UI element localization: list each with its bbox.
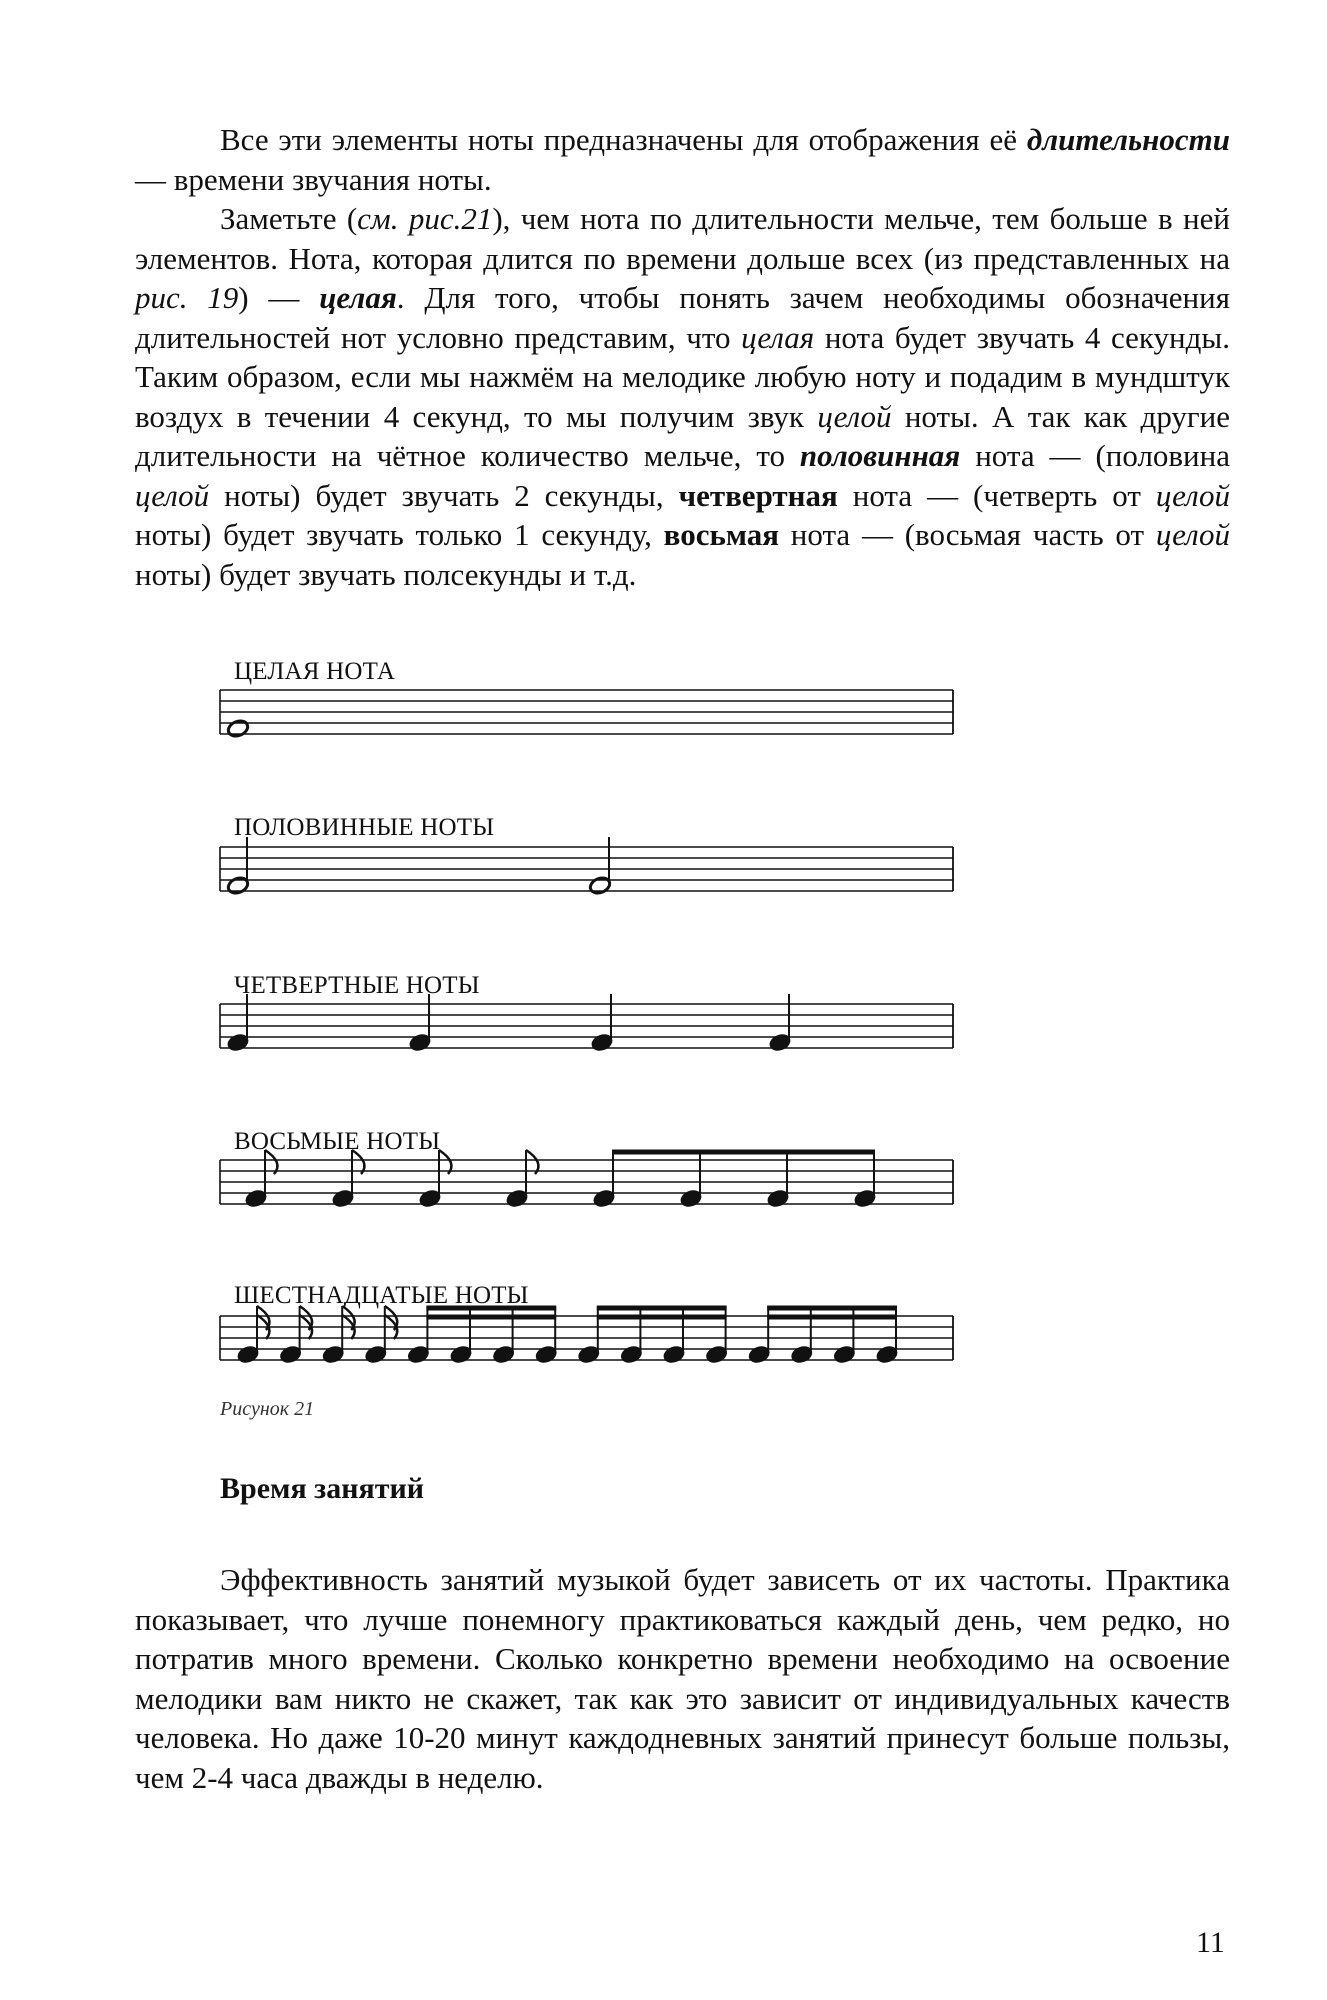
emphasis: целая [741, 319, 815, 355]
text-run: ноты) будет звучать 2 секунды, [209, 477, 679, 513]
term-half: половинная [799, 438, 961, 473]
note-head [226, 718, 250, 738]
text-run: Заметьте ( [220, 201, 358, 236]
page-number: 11 [1196, 1926, 1225, 1959]
section-text [135, 1560, 1230, 1797]
text-run: ноты) будет звучать полсекунды и т.д. [135, 556, 637, 592]
term-eighth: восьмая [663, 517, 780, 552]
emphasis: целой [1155, 517, 1230, 552]
text-run: — времени звучания ноты. [135, 161, 492, 197]
staff-title-half: ПОЛОВИННЫЕ НОТЫ [234, 814, 495, 841]
figure-reference: рис. 19 [135, 280, 239, 315]
term-whole: целая [319, 280, 397, 315]
text-run: Все эти элементы ноты предназначены для отображения её [220, 122, 1027, 157]
text-run: ноты) будет звучать только 1 секунду, [135, 517, 664, 552]
staff-title-eighth: ВОСЬМЫЕ НОТЫ [234, 1128, 441, 1155]
text-run: нота будет звучать 4 секунды. Таким образом, если мы нажмём на мелодике любую ноту и подадим в мундштук воздух в течении 4 секунд, то мы получим звук [135, 319, 1230, 434]
section-paragraph: Эффективность занятий музыкой будет зависеть от их частоты. Практика показывает, что лучше понемногу практиковаться каждый день, чем редко, но потратив много времени. Сколько конкретно времени необходимо на освоение мелодики вам никто не скажет, так как это зависит от индивидуальных качеств человека. Но даже 10-20 минут каждодневных занятий принесут больше пользы, чем 2-4 часа дважды в неделю. [135, 1562, 1230, 1795]
text-run: . Для того, чтобы понять зачем необходимы обозначения длительностей нот условно представим, что [135, 280, 1230, 355]
text-run: ноты. А так как другие длительности на чётное количество мельче, то [135, 398, 1230, 473]
emphasis: целой [817, 398, 892, 434]
figure-caption: Рисунок 21 [220, 1398, 315, 1420]
text-run: нота — (половина [960, 438, 1230, 473]
emphasis: целой [1155, 477, 1230, 513]
text-run: нота — (восьмая часть от [779, 517, 1156, 552]
text-run: нота — (четверть от [837, 477, 1156, 513]
staff-title-quarter: ЧЕТВЕРТНЫЕ НОТЫ [234, 972, 480, 999]
staff-title-whole: ЦЕЛАЯ НОТА [234, 658, 396, 685]
term-duration: длительности [1026, 122, 1230, 157]
emphasis: целой [135, 477, 210, 513]
figure-reference: см. рис.21 [357, 201, 493, 236]
staff-title-sixteenth: ШЕСТНАДЦАТЫЕ НОТЫ [234, 1282, 529, 1309]
term-quarter: четвертная [678, 477, 838, 513]
section-heading: Время занятий [220, 1472, 425, 1505]
text-run: ) — [238, 280, 320, 315]
text-run: ), чем нота по длительности мельче, тем больше в ней элементов. Нота, которая длится по времени дольше всех (из представленных на [135, 201, 1230, 276]
